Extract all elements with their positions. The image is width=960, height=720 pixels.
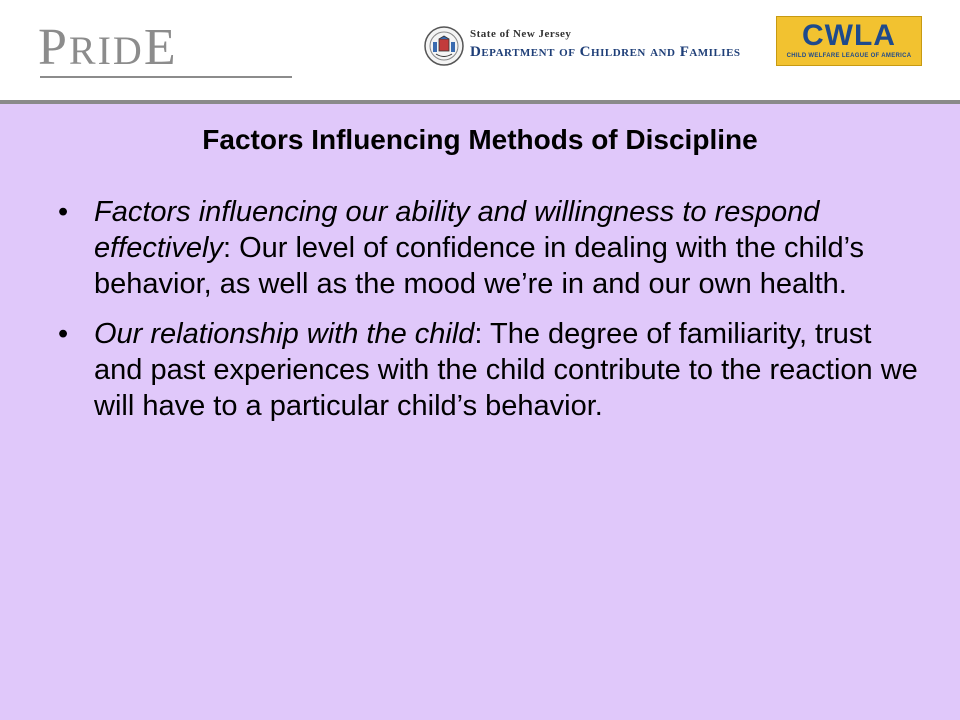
slide-content (0, 104, 960, 720)
bullet-item (58, 316, 918, 424)
bullet-marker: • (58, 318, 69, 350)
pride-logo-text (38, 18, 178, 77)
bullet-list (58, 194, 918, 438)
cwla-logo-text: CWLA (802, 19, 896, 52)
bullet-lead-text: Factors influencing our ability and willingness to respond effectively (94, 196, 820, 264)
pride-logo-first: P (38, 19, 69, 76)
pride-logo-underline (40, 76, 292, 78)
nj-dcf-wordmark (470, 28, 741, 61)
cwla-logo (776, 16, 922, 66)
nj-state-label: State of New Jersey (470, 28, 572, 40)
bullet-lead-text: Our relationship with the child (94, 318, 475, 350)
cwla-logo-subtitle: CHILD WELFARE LEAGUE OF AMERICA (786, 53, 912, 59)
pride-logo-last: E (143, 19, 178, 76)
pride-logo (38, 18, 294, 82)
nj-department-label: Department of Children and Families (470, 44, 741, 60)
bullet-body-text: : Our level of confidence in dealing with the child’s behavior, as well as the mood we’re in and our own health. (94, 232, 865, 300)
bullet-body-text: : The degree of familiarity, trust and past experiences with the child contribute to the reaction we will have to a particular child’s behavior. (94, 318, 918, 422)
bullet-marker: • (58, 196, 69, 228)
pride-logo-middle: RID (68, 28, 144, 73)
bullet-item (58, 194, 918, 302)
slide-title: Factors Influencing Methods of Discipline (202, 124, 758, 155)
slide-header (0, 0, 960, 100)
nj-state-seal-icon (424, 26, 464, 66)
